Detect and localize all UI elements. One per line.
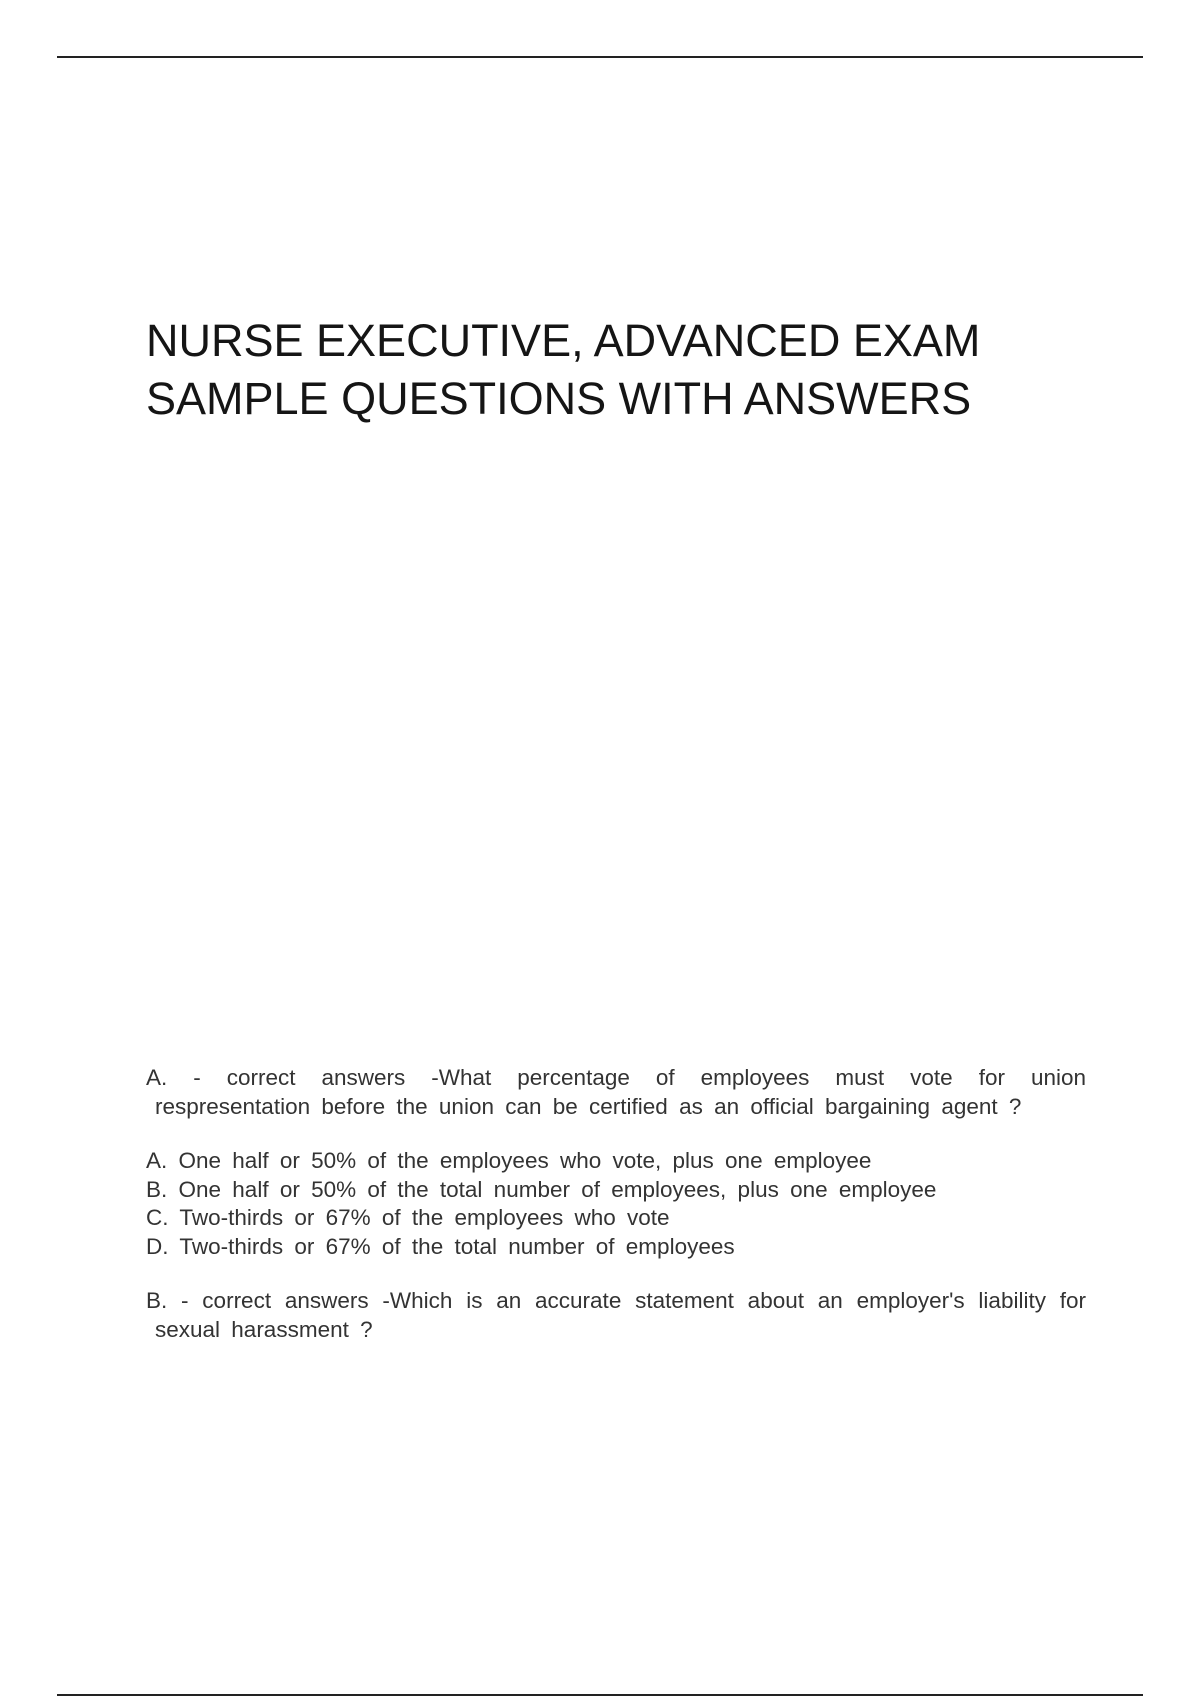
title-line-1: NURSE EXECUTIVE, ADVANCED EXAM: [146, 315, 981, 366]
document-title: [146, 312, 1106, 428]
question-1-options: [146, 1147, 1086, 1261]
questions-section: [146, 1064, 1086, 1344]
question-1-text: A. - correct answers -What percentage of employees must vote for union respresentation before the union can be certified as an official bargaining agent ?: [146, 1065, 1086, 1119]
option-a: A. One half or 50% of the employees who vote, plus one employee: [146, 1148, 872, 1173]
top-rule: [57, 56, 1143, 58]
bottom-rule: [57, 1694, 1143, 1696]
option-d: D. Two-thirds or 67% of the total number of employees: [146, 1233, 735, 1259]
question-2-text: B. - correct answers -Which is an accurate statement about an employer's liability for sexual harassment ?: [146, 1288, 1086, 1342]
option-c: C. Two-thirds or 67% of the employees who vote: [146, 1205, 670, 1230]
option-b: B. One half or 50% of the total number of employees, plus one employee: [146, 1176, 937, 1202]
title-line-2: SAMPLE QUESTIONS WITH ANSWERS: [146, 373, 972, 424]
